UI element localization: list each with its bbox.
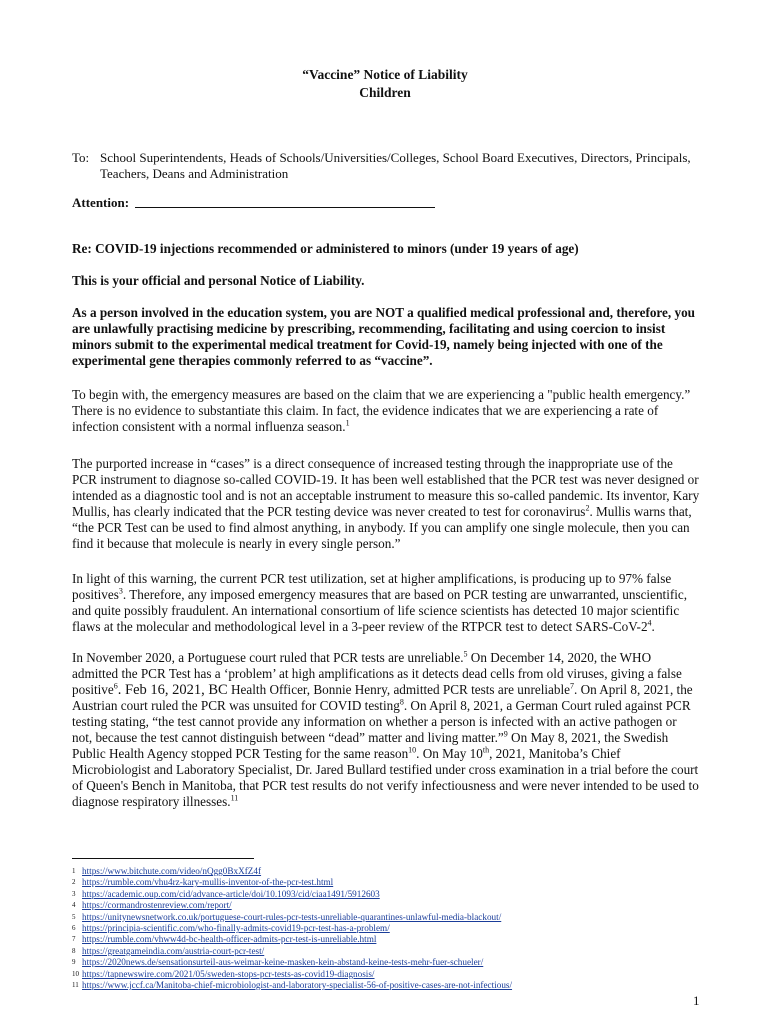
document-subtitle: Children [359, 85, 411, 100]
paragraph-false-positives: In light of this warning, the current PCR test utilization, set at higher amplifications, is producing up to 97% false positives$^3$. Therefore, any imposed emergency measures that are based on PCR testing are unwarranted, unscientific, and quite possibly fraudulent. An international consortium of life science scientists has detected 10 major scientific flaws at the molecular and methodological level in a 3-peer review of the RTPCR test to detect SARS-$CoV-2^4$. [72, 571, 688, 634]
footnote-item [72, 933, 376, 945]
footnote-number: 7 [72, 935, 76, 944]
footnote-link[interactable]: https://tapnewswire.com/2021/05/sweden-stops-pcr-tests-as-covid19-diagnosis/ [82, 968, 375, 979]
footnote-number: 2 [72, 878, 76, 887]
footnote-ref-7: 7 [569, 681, 574, 691]
footnote-link[interactable]: https://www.bitchute.com/video/nQgg0BxXfZ4f [82, 866, 262, 876]
paragraph-court-rulings: In November 2020, a Portuguese court ruled that PCR tests are unreliable.$^5$ On December 14, 2020, the WHO admitted the PCR Test has a ‘problem’ at high amplifications as it detects dead cells from old viruses, giving a false positive$^6$. Feb 16, 2021, BC Health Officer, Bonnie Henry, admitted PCR tests are unreliable$^7$. On April 8, 2021, the Austrian court ruled the PCR was unsuited for COVID testing$^8$. On April 8, 2021, a German Court ruled against PCR testing stating, “the test cannot provide any information on whether a person is infected with an active pathogen or not, because the test cannot distinguish between “dead” matter and living matter.”$^9$ On May 8, 2021, the Swedish Public Health Agency stopped PCR Testing for the same reason$^{10}$. On May 10th, 2021, Manitoba’s Chief Microbiologist and Laboratory Specialist, Dr. Jared Bullard testified under cross examination in a trial before the court of Queen's Bench in Manitoba, that PCR test results do not verify infectiousness and were never intended to be used to diagnose respiratory illnesses.$^{11}$ [72, 649, 699, 809]
footnote-link[interactable]: https://2020news.de/sensationsurteil-aus-weimar-keine-masken-kein-abstand-keine-tests-mehr-fuer-schueler/ [82, 957, 484, 968]
footnote-link[interactable]: https://principia-scientific.com/who-finally-admits-covid19-pcr-test-has-a-problem/ [82, 923, 390, 933]
recipients-text: School Superintendents, Heads of Schools/Universities/Colleges, School Board Executives, Directors, Principals, Teachers, Deans and Administration [100, 150, 691, 181]
footnote-ref-4: 4 [647, 618, 652, 628]
footnote-link[interactable]: https://academic.oup.com/cid/advance-article/doi/10.1093/cid/ciaa1491/5912603 [82, 888, 380, 899]
bold-warning-paragraph: As a person involved in the education system, you are NOT a qualified medical professional and, therefore, you are unlawfully practising medicine by prescribing, recommending, facilitating and using coercion to insist minors submit to the experimental medical treatment for Covid-19, namely being injected with one of the experimental gene therapies commonly referred to as “vaccine”. [72, 305, 696, 368]
footnote-item [72, 865, 261, 877]
footnote-ref-10: 10 [408, 745, 417, 755]
footnote-ref-9: 9 [503, 729, 508, 739]
footnote-number: 10 [72, 969, 79, 978]
footnote-link[interactable]: https://rumble.com/vhu4rz-kary-mullis-inventor-of-the-pcr-test.html [82, 877, 334, 888]
paragraph-pcr-cases: The purported increase in “cases” is a direct consequence of increased testing through the inappropriate use of the PCR instrument to diagnose so-called COVID-19. It has been well established that the PCR test was never designed or intended as a diagnostic tool and is not an acceptable instrument to measure this so-called pandemic. Its inventor, Kary Mullis, has clearly indicated that the PCR testing device was never created to test for coronavirus$^2$. Mullis warns that, “the PCR Test can be used to find almost anything, in anybody. If you can amplify one single molecule, then you can find it because that molecule is nearly in every single person.” [72, 456, 700, 551]
footnote-number: 11 [72, 981, 79, 989]
footnote-ref-3: 3 [118, 586, 123, 596]
footnote-item [72, 979, 512, 991]
re-line: Re: COVID-19 injections recommended or administered to minors (under 19 years of age) [72, 241, 579, 256]
footnote-number: 9 [72, 958, 76, 967]
footnote-ref-6: 6 [113, 681, 118, 691]
footnote-link[interactable]: https://www.jccf.ca/Manitoba-chief-microbiologist-and-laboratory-specialist-56-of-positive-cases-are-not-infectious/ [82, 980, 513, 990]
footnote-item [72, 922, 390, 934]
footnote-separator [72, 858, 254, 859]
footnote-item [72, 899, 232, 911]
footnote-link[interactable]: https://rumble.com/vhww4d-bc-health-officer-admits-pcr-test-is-unreliable.html [82, 934, 377, 945]
footnote-number: 8 [72, 946, 76, 955]
footnote-link[interactable]: https://unitynewsnetwork.co.uk/portuguese-court-rules-pcr-tests-unreliable-quarantines-unlawful-media-blackout/ [82, 911, 502, 922]
paragraph-emergency-claim: To begin with, the emergency measures are based on the claim that we are experiencing a "public health emergency.” There is no evidence to substantiate this claim. In fact, the evidence indicates that we are experiencing a rate of infection consistent with a normal influenza season.$^1$ [72, 387, 691, 434]
footnote-item [72, 968, 375, 980]
footnote-number: 4 [72, 901, 76, 910]
footnote-item [72, 945, 264, 957]
to-label: To: [72, 150, 90, 165]
footnote-ref-5: 5 [463, 649, 468, 659]
footnote-link[interactable]: https://greatgameindia.com/austria-court-pcr-test/ [82, 945, 265, 956]
document-title: “Vaccine” Notice of Liability [302, 67, 468, 82]
footnote-ref-8: 8 [399, 697, 404, 707]
footnote-number: 3 [72, 889, 76, 898]
footnote-ref-11: 11 [230, 793, 239, 803]
footnote-item [72, 956, 483, 968]
footnote-item [72, 888, 380, 900]
footnote-number: 6 [72, 924, 76, 932]
footnote-ref-2: 2 [585, 503, 590, 513]
attention-label: Attention: [72, 195, 130, 210]
footnote-link[interactable]: https://cormandrostenreview.com/report/ [82, 900, 232, 911]
footnote-number: 5 [72, 912, 76, 921]
footnote-ref-1: 1 [345, 418, 350, 428]
footnote-number: 1 [72, 867, 76, 875]
footnote-item [72, 876, 333, 888]
page-number: 1 [693, 993, 700, 1008]
notice-line: This is your official and personal Notice of Liability. [72, 273, 365, 288]
attention-blank-line [135, 207, 435, 208]
footnote-item [72, 911, 501, 923]
